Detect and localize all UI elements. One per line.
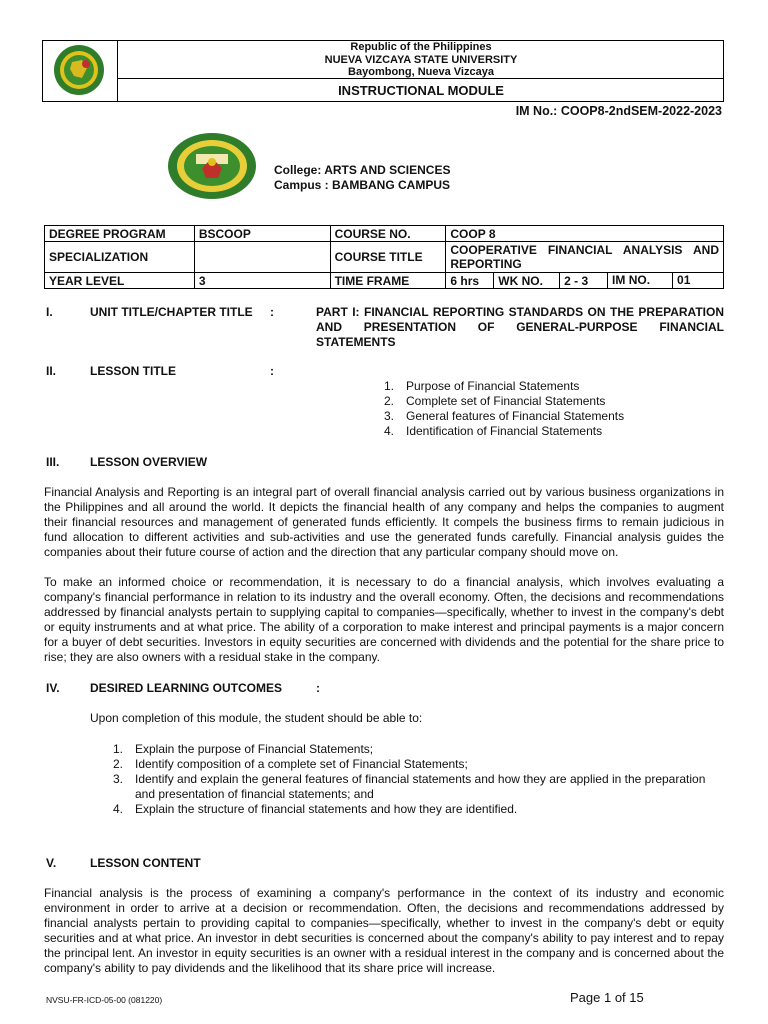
section-5-number: V. <box>46 856 57 870</box>
list-item: 2. Identify composition of a complete set of Financial Statements; <box>113 757 468 771</box>
im-no-label: IM NO. <box>608 273 673 288</box>
im-no-cell <box>608 273 724 289</box>
header-university-info <box>118 40 724 79</box>
list-item: 2. Complete set of Financial Statements <box>384 394 606 408</box>
section-2-number: II. <box>46 364 57 378</box>
table-row <box>45 226 724 242</box>
college-line: College: ARTS AND SCIENCES <box>274 163 451 177</box>
year-level-value: 3 <box>194 273 330 289</box>
outcomes-intro: Upon completion of this module, the student should be able to: <box>90 711 423 725</box>
lesson-title-list <box>384 379 714 439</box>
course-title-value: COOPERATIVE FINANCIAL ANALYSIS AND REPORTING <box>446 242 724 273</box>
section-1-label: UNIT TITLE/CHAPTER TITLE <box>90 305 253 319</box>
section-2-label: LESSON TITLE <box>90 364 177 378</box>
section-1-colon: : <box>270 305 274 319</box>
time-frame-value: 6 hrs <box>446 273 494 289</box>
page-number: Page 1 of 15 <box>570 990 644 1005</box>
list-item: 4. Explain the structure of financial statements and how they are identified. <box>113 802 518 816</box>
table-row <box>45 242 724 273</box>
form-code: NVSU-FR-ICD-05-00 (081220) <box>46 995 163 1005</box>
university-logo-cell <box>42 40 118 102</box>
section-4-label: DESIRED LEARNING OUTCOMES <box>90 681 283 695</box>
course-info-table <box>44 225 724 289</box>
section-2-colon: : <box>270 364 274 378</box>
course-title-label: COURSE TITLE <box>330 242 446 273</box>
university-name: NUEVA VIZCAYA STATE UNIVERSITY <box>324 53 518 66</box>
section-3-number: III. <box>46 455 60 469</box>
learning-outcomes-list <box>113 742 725 817</box>
section-1-number: I. <box>46 305 53 319</box>
college-seal-icon <box>166 132 258 200</box>
lesson-overview-paragraph-1: Financial Analysis and Reporting is an integral part of overall financial analysis carried out by various business organizations in the Philippines and all around the world. It depicts the financial health of any company and helps the companies to augment their financial resources and management of generated funds efficiently. It compels the business firms to remain judicious in fund allocation to different activities and sub-activities and use the generated funds carefully. Financial analysis guides the companies about their future course of action and the direction that any particular company should move on. <box>44 485 724 559</box>
unit-title-value: PART I: FINANCIAL REPORTING STANDARDS ON THE PREPARATION AND PRESENTATION OF GENERAL-PURPOSE FINANCIAL STATEMENTS <box>316 305 724 349</box>
republic-line: Republic of the Philippines <box>350 41 492 53</box>
im-number: IM No.: COOP8-2ndSEM-2022-2023 <box>515 104 722 118</box>
module-type-title: INSTRUCTIONAL MODULE <box>338 83 504 98</box>
list-item: 3. General features of Financial Statements <box>384 409 625 423</box>
wk-no-value: 2 - 3 <box>560 273 608 289</box>
section-3-label: LESSON OVERVIEW <box>90 455 208 469</box>
time-frame-label: TIME FRAME <box>330 273 446 289</box>
specialization-label: SPECIALIZATION <box>45 242 195 273</box>
section-5-label: LESSON CONTENT <box>90 856 201 870</box>
year-level-label: YEAR LEVEL <box>45 273 195 289</box>
course-no-label: COURSE NO. <box>330 226 446 242</box>
university-location: Bayombong, Nueva Vizcaya <box>348 66 494 78</box>
table-row <box>45 273 724 289</box>
list-item: 3. Identify and explain the general features of financial statements and how they are applied in the preparation and presentation of financial statements; and <box>113 772 706 801</box>
campus-line: Campus : BAMBANG CAMPUS <box>274 178 451 192</box>
wk-no-label: WK NO. <box>494 273 560 289</box>
degree-program-label: DEGREE PROGRAM <box>45 226 195 242</box>
section-4-number: IV. <box>46 681 60 695</box>
degree-program-value: BSCOOP <box>194 226 330 242</box>
specialization-value <box>194 242 330 273</box>
list-item: 1. Purpose of Financial Statements <box>384 379 580 393</box>
course-no-value: COOP 8 <box>446 226 724 242</box>
list-item: 1. Explain the purpose of Financial Statements; <box>113 742 374 756</box>
college-seal <box>166 132 258 205</box>
university-seal-icon <box>42 40 116 100</box>
college-info <box>274 163 450 193</box>
lesson-content-paragraph-1: Financial analysis is the process of examining a company's performance in the context of its industry and economic environment in order to arrive at a decision or recommendation. Often, the decisions and recommendations addressed by financial analysts pertain to providing capital to companies—specifically, whether to invest in the company's debt or equity securities and at what price. An investor in debt securities is concerned about the company's ability to pay interest and to repay the principal lent. An investor in equity securities is an owner with a residual interest in the company and is concerned about the company's ability to pay dividends and the likelihood that its share price will increase. <box>44 886 724 975</box>
im-no-value: 01 <box>677 273 691 287</box>
lesson-overview-paragraph-2: To make an informed choice or recommendation, it is necessary to do a financial analysis, which involves evaluating a company's financial performance in relation to its industry and the overall economy. Often, the decisions and recommendations addressed by financial analysts pertain to supplying capital to companies—specifically, whether to invest in the company's debt or equity instruments and at what price. The ability of a corporation to make interest and principal payments is a major concern for a buyer of debt securities. Investors in equity securities are concerned with dividends and the potential for the share price to rise; they are also owners with a residual stake in the company. <box>44 575 724 664</box>
list-item: 4. Identification of Financial Statements <box>384 424 603 438</box>
section-4-colon: : <box>316 681 320 695</box>
